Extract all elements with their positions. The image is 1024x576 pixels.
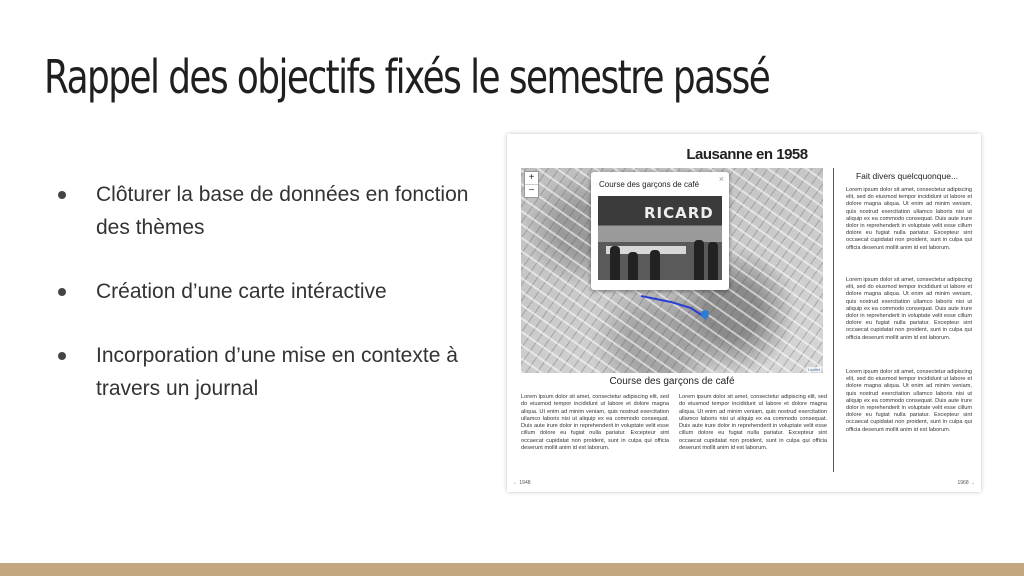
list-item: Clôturer la base de données en fonction des thèmes	[50, 178, 490, 244]
close-icon[interactable]: ×	[718, 174, 724, 184]
map-caption: Course des garçons de café	[609, 376, 735, 387]
side-paragraph: Lorem ipsum dolor sit amet, consectetur adipiscing elit, sed do eiusmod tempor incididunt ut labore et dolore magna aliqua. Ut enim ad minim veniam, quis nostrud exercitation ullamco laboris nisi ut aliquip ex ea commodo consequat. Duis aute irure dolor in reprehenderit in voluptate velit esse cillum dolore eu fugiat nulla pariatur. Excepteur sint occaecat cupidatat non proident, sunt in culpa qui officia deserunt mollit anim id est laborum.	[846, 369, 972, 433]
objectives-list	[50, 178, 490, 436]
slide-title: Rappel des objectifs fixés le semestre passé	[44, 50, 770, 104]
side-paragraph: Lorem ipsum dolor sit amet, consectetur adipiscing elit, sed do eiusmod tempor incididunt ut labore et dolore magna aliqua. Ut enim ad minim veniam, quis nostrud exercitation ullamco laboris nisi ut aliquip ex ea commodo consequat. Duis aute irure dolor in reprehenderit in voluptate velit esse cillum dolore eu fugiat nulla pariatur. Excepteur sint occaecat cupidatat non proident, sunt in culpa qui officia deserunt mollit anim id est laborum.	[846, 187, 972, 251]
journal-screenshot	[507, 134, 981, 492]
bottom-accent-bar	[0, 563, 1024, 576]
photo-person	[694, 240, 704, 280]
photo-sign: RICARD	[644, 204, 714, 222]
zoom-in-button[interactable]: +	[525, 172, 538, 185]
nav-prev-link[interactable]: ← 1948	[513, 480, 531, 486]
popup-title: Course des garçons de café	[599, 180, 700, 189]
historic-photo	[598, 196, 722, 280]
journal-title: Lausanne en 1958	[686, 146, 808, 163]
column-divider	[833, 168, 834, 472]
article-column-1: Lorem ipsum dolor sit amet, consectetur adipiscing elit, sed do eiusmod tempor incididunt ut labore et dolore magna aliqua. Ut enim ad minim veniam, quis nostrud exercitation ullamco laboris nisi ut aliquip ex ea commodo consequat. Duis aute irure dolor in reprehenderit in voluptate velit esse cillum dolore eu fugiat nulla pariatur. Excepteur sint occaecat cupidatat non proident, sunt in culpa qui officia deserunt mollit anim id est laborum.	[521, 394, 669, 452]
side-title: Fait divers quelcquonque...	[855, 171, 959, 181]
map-popup	[591, 172, 729, 290]
zoom-control	[524, 171, 539, 198]
photo-person	[610, 246, 620, 280]
photo-person	[708, 242, 718, 280]
list-item: Incorporation d’une mise en contexte à travers un journal	[50, 339, 490, 405]
zoom-out-button[interactable]: −	[528, 185, 535, 196]
list-item: Création d’une carte intéractive	[50, 275, 490, 308]
article-column-2: Lorem ipsum dolor sit amet, consectetur adipiscing elit, sed do eiusmod tempor incididunt ut labore et dolore magna aliqua. Ut enim ad minim veniam, quis nostrud exercitation ullamco laboris nisi ut aliquip ex ea commodo consequat. Duis aute irure dolor in reprehenderit in voluptate velit esse cillum dolore eu fugiat nulla pariatur. Excepteur sint occaecat cupidatat non proident, sunt in culpa qui officia deserunt mollit anim id est laborum.	[679, 394, 827, 452]
interactive-map[interactable]	[521, 168, 823, 373]
nav-next-link[interactable]: 1968 →	[957, 480, 975, 486]
side-paragraph: Lorem ipsum dolor sit amet, consectetur adipiscing elit, sed do eiusmod tempor incididunt ut labore et dolore magna aliqua. Ut enim ad minim veniam, quis nostrud exercitation ullamco laboris nisi ut aliquip ex ea commodo consequat. Duis aute irure dolor in reprehenderit in voluptate velit esse cillum dolore eu fugiat nulla pariatur. Excepteur sint occaecat cupidatat non proident, sunt in culpa qui officia deserunt mollit anim id est laborum.	[846, 277, 972, 341]
photo-person	[650, 250, 660, 280]
map-attribution[interactable]: Leaflet	[807, 367, 820, 372]
photo-person	[628, 252, 638, 280]
